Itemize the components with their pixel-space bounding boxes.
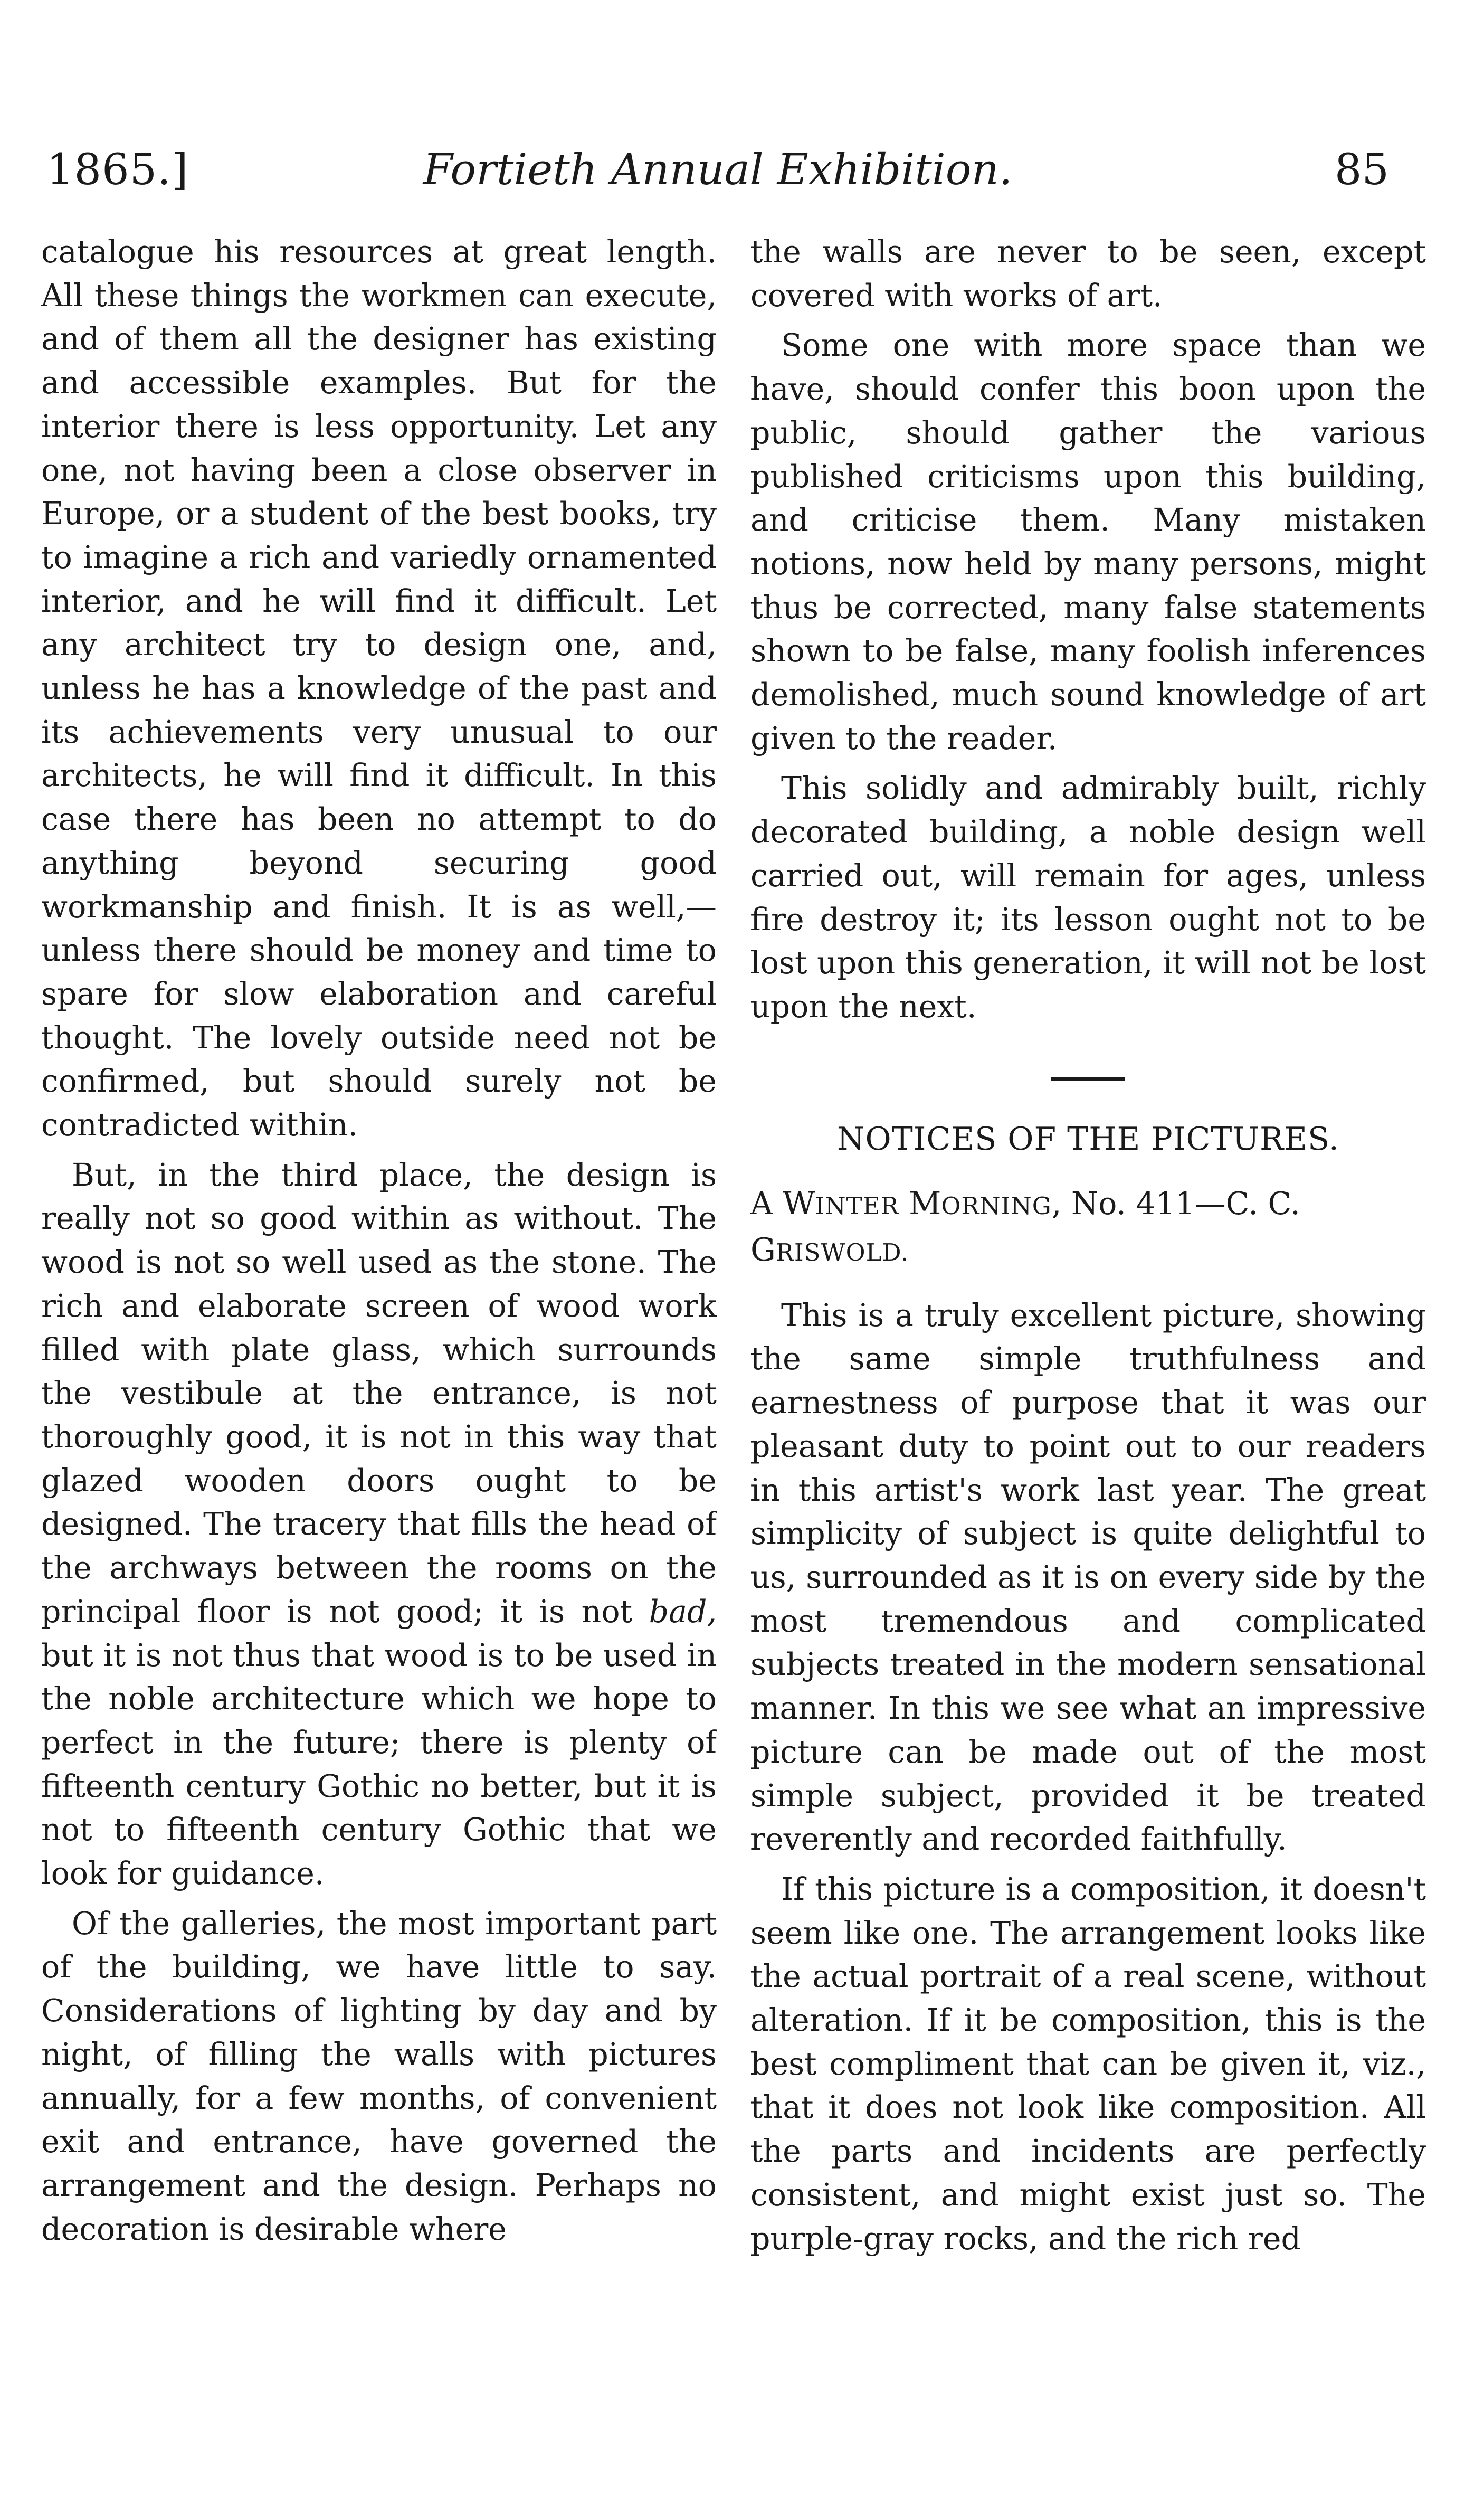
entry-w-rest: INTER: [815, 1192, 899, 1220]
section-divider: [1051, 1077, 1125, 1081]
right-paragraph-2: Some one with more space than we have, should confer this boon upon the public, should gather the various published criticisms upon this building, and criticise them. Many mistaken notions, now held by many persons, might thus be corrected, many false statements shown to be false, many foolish inferences demolished, much sound knowledge of art given to the reader.: [750, 327, 1426, 756]
entry-number: , No. 411—C. C.: [1051, 1186, 1300, 1222]
section-heading: NOTICES OF THE PICTURES.: [837, 1120, 1339, 1158]
header-year: 1865.]: [46, 145, 189, 195]
right-paragraph-3: This solidly and admirably built, richly decorated building, a noble design well carried out, will remain for ages, unless fire destroy it; its lesson ought not to be lost upon this generation, it will not be lost upon the next.: [750, 770, 1426, 1025]
header-title: Fortieth Annual Exhibition.: [423, 145, 1013, 195]
left-paragraph-2-text-b: but it is not thus that wood is to be used in the noble architecture which we hope to perfect in the future; there is plenty of fifteenth century Gothic no better, but it is not to fifteenth century Gothic that we look for guidance.: [41, 1637, 717, 1892]
left-paragraph-2: [41, 1153, 717, 1896]
entry-w-cap: W: [782, 1185, 815, 1223]
picture-entry-heading: [750, 1182, 1426, 1274]
entry-g-cap: G: [750, 1232, 776, 1269]
page-number: 85: [1334, 145, 1389, 195]
left-column: [41, 230, 717, 2384]
entry-m-cap: M: [909, 1185, 941, 1223]
italic-word: bad,: [649, 1593, 717, 1630]
right-column: [750, 230, 1426, 2384]
left-paragraph-2-text-a: But, in the third place, the design is really not so good within as without. The wood is not so well used as the stone. The rich and elaborate screen of wood work filled with plate glass, which surrounds the vestibule at the entrance, is not thoroughly good, it is not in this way that glazed wooden doors ought to be designed. The tracery that fills the head of the archways between the rooms on the principal floor is not good; it is not: [41, 1157, 717, 1630]
right-paragraph-4: This is a truly excellent picture, showing the same simple truthfulness and earnestness of purpose that it was our pleasant duty to point out to our readers in this artist's work last year. The great simplicity of subject is quite delightful to us, surrounded as it is on every side by the most tremendous and complicated subjects treated in the modern sensational manner. In this we see what an impressive picture can be made out of the most simple subject, provided it be treated reverently and recorded faithfully.: [750, 1297, 1426, 1858]
entry-m-rest: ORNING: [941, 1192, 1052, 1220]
entry-article: A: [750, 1186, 773, 1222]
running-header: [46, 138, 1389, 202]
right-paragraph-1: the walls are never to be seen, except covered with works of art.: [750, 234, 1426, 314]
right-paragraph-5: If this picture is a composition, it doesn't seem like one. The arrangement looks like the actual portrait of a real scene, without alteration. If it be composition, this is the best compliment that can be given it, viz., that it does not look like composition. All the parts and incidents are perfectly consistent, and might exist just so. The purple-gray rocks, and the rich red: [750, 1871, 1426, 2257]
entry-g-rest: RISWOLD.: [775, 1238, 909, 1267]
left-paragraph-1: catalogue his resources at great length. All these things the workmen can execute, and of them all the designer has existing and accessible examples. But for the interior there is less opportunity. Let any one, not having been a close observer in Europe, or a student of the best books, try to imagine a rich and variedly ornamented interior, and he will find it difficult. Let any architect try to design one, and, unless he has a knowledge of the past and its achievements very unusual to our architects, he will find it difficult. In this case there has been no attempt to do anything beyond securing good workmanship and finish. It is as well,—unless there should be money and time to spare for slow elaboration and careful thought. The lovely outside need not be confirmed, but should surely not be contradicted within.: [41, 234, 717, 1143]
left-paragraph-3: Of the galleries, the most important part of the building, we have little to say. Considerations of lighting by day and by night, of filling the walls with pictures annually, for a few months, of convenient exit and entrance, have governed the arrangement and the design. Perhaps no decoration is desirable where: [41, 1905, 717, 2247]
